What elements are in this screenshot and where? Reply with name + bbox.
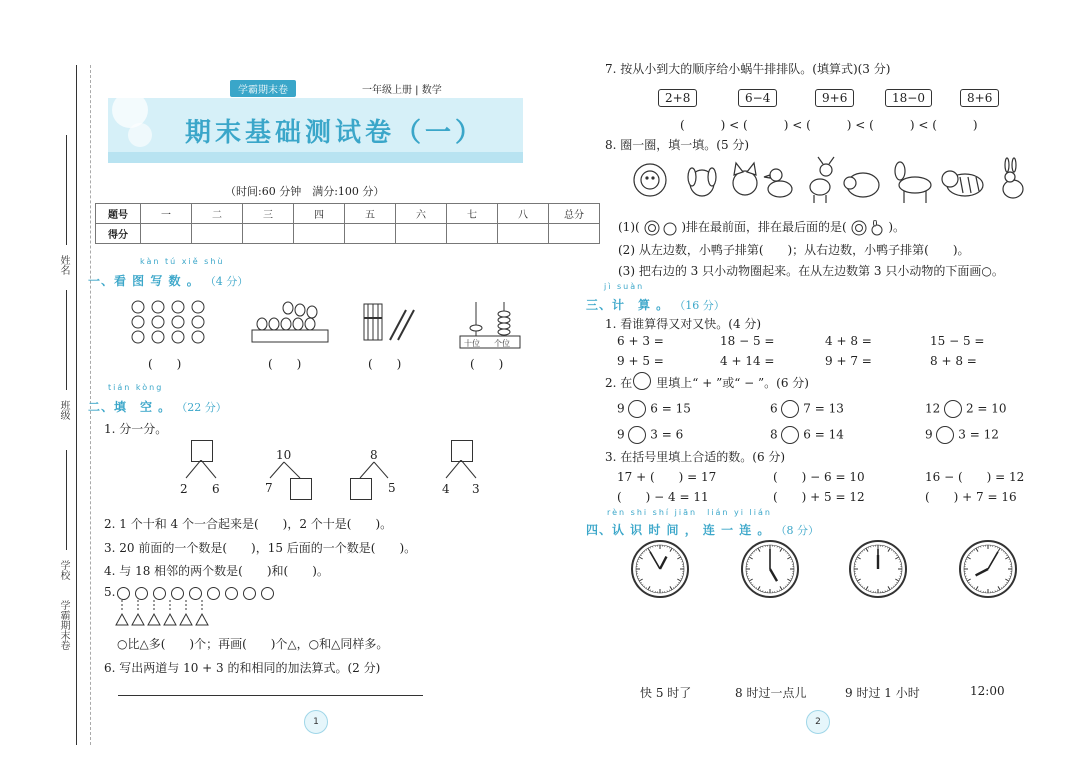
circle-eq-6 [925,426,999,444]
clock-icon[interactable] [742,541,798,597]
score-cell: 六 [396,204,447,224]
snail-2 [738,87,777,106]
time-label[interactable]: 快 5 时了 [640,686,692,700]
answer-circle[interactable] [628,426,646,444]
page-number-right: 2 [806,710,830,734]
fill-item[interactable]: 16 − ( ) = 12 [925,470,1025,484]
score-input-cell[interactable] [243,224,294,244]
bond-branches [178,460,228,480]
rabbit-icon [851,220,885,236]
bond-right-box[interactable] [290,478,312,500]
number-bond-3 [348,448,403,508]
score-input-cell[interactable] [345,224,396,244]
eq-left: 9 [617,427,625,442]
bond-left-number: 2 [180,482,188,496]
brand-tag: 学霸期末卷 [230,80,296,97]
section1-pinyin: kàn tú xiě shù [140,257,225,266]
eq-left: 8 [770,427,778,442]
animals-row [630,155,1030,205]
q2-6-text: 6. 写出两道与 10 + 3 的和相同的加法算式。(2 分) [104,661,381,675]
time-label[interactable]: 8 时过一点儿 [735,686,807,700]
answer-circle[interactable] [633,372,651,390]
q2-5-label: 5. [104,585,116,599]
sticks-bundle-picture [360,300,420,345]
answer-circle[interactable] [628,400,646,418]
score-cell: 二 [192,204,243,224]
circle-eq-5 [770,426,844,444]
section3-pinyin: jì suàn [604,282,645,291]
lion-icon [634,164,666,196]
snail-expression: 8+6 [960,89,999,107]
eq-left: 6 [770,401,778,416]
lion-icon [644,220,678,236]
answer-circle[interactable] [936,426,954,444]
calc-item[interactable]: 4 + 8 = [825,334,872,348]
score-input-cell[interactable] [141,224,192,244]
bond-top-box[interactable] [451,440,473,462]
section1-title: 一、看 图 写 数 。 [88,274,200,288]
bond-right-number: 3 [472,482,480,496]
section3-heading [586,294,725,313]
time-label[interactable]: 9 时过 1 小时 [845,686,920,700]
score-input-cell[interactable] [396,224,447,244]
q8-text: 8. 圈一圈，填一填。(5 分) [605,138,750,152]
series-label: 学霸期末卷 [58,600,69,650]
fill-item[interactable]: ( ) − 6 = 10 [773,470,865,484]
q8-line1-start: (1)( [618,220,640,234]
q7-text: 7. 按从小到大的顺序给小蜗牛排排队。(填算式)(3 分) [605,62,891,76]
score-cell: 七 [447,204,498,224]
q3-3-text: 3. 在括号里填上合适的数。(6 分) [605,450,786,464]
name-underline [66,135,67,245]
q8-line2: (2) 从左边数，小鸭子排第( )；从右边数，小鸭子排第( )。 [618,243,970,257]
egg-tray-picture [248,300,333,345]
q8-line1 [618,218,905,236]
score-input-cell[interactable] [192,224,243,244]
school-underline [66,450,67,550]
class-label: 班级 [58,400,69,420]
snail-expression: 9+6 [815,89,854,107]
score-input-cell[interactable] [549,224,600,244]
score-table-score-row [96,224,600,244]
q7-order-line[interactable]: ( ) < ( ) < ( ) < ( ) < ( ) [680,118,978,132]
clock-icon[interactable] [850,541,906,597]
grade-subject: 一年级上册 | 数学 [362,85,442,96]
calc-item[interactable]: 4 + 14 = [720,354,775,368]
score-table [95,203,600,244]
calc-item[interactable]: 6 + 3 = [617,334,664,348]
page-title: 期末基础测试卷（一） [185,118,486,148]
tiger-icon [942,171,983,196]
snail-5 [960,87,999,106]
bond-left-box[interactable] [350,478,372,500]
q8-line1-end: )。 [888,220,906,234]
answer-circle[interactable] [781,400,799,418]
score-cell: 五 [345,204,396,224]
svg-text:十位: 十位 [464,339,480,348]
q8-line1-middle: )排在最前面，排在最后面的是( [681,220,847,234]
fill-item[interactable]: ( ) − 4 = 11 [617,490,709,504]
section2-title: 二、填 空 。 [88,400,172,414]
score-table-header-row [96,204,600,224]
answer-blank-4[interactable]: ( ) [470,357,504,371]
snail-expression: 18−0 [885,89,932,107]
circle-eq-2 [770,400,844,418]
calc-item[interactable]: 9 + 7 = [825,354,872,368]
time-info: （时间:60 分钟 满分:100 分） [225,185,385,198]
snail-4 [885,87,932,106]
answer-blank-3[interactable]: ( ) [368,357,402,371]
svg-text:个位: 个位 [494,339,510,348]
score-input-cell[interactable] [498,224,549,244]
eq-left: 9 [925,427,933,442]
section3-title: 三、计 算 。 [586,298,670,312]
eq-right: 6 = 14 [803,427,844,442]
section4-score: （8 分） [775,524,820,537]
number-bond-1 [178,440,228,500]
score-input-cell[interactable] [294,224,345,244]
eq-right: 3 = 12 [958,427,999,442]
bond-left-number: 4 [442,482,450,496]
fill-item[interactable]: 17 + ( ) = 17 [617,470,717,484]
bond-branches [348,460,403,480]
eq-left: 12 [925,401,941,416]
q2-2-text: 2. 1 个十和 4 个一合起来是( )，2 个十是( )。 [104,517,393,531]
binding-line [76,65,77,745]
circle-eq-1 [617,400,691,418]
snail-expression: 2+8 [658,89,697,107]
circle-eq-4 [617,426,683,444]
bond-top-number: 8 [370,448,378,462]
section4-title: 四、认 识 时 间 ， 连 一 连 。 [586,523,771,537]
bond-top-box[interactable] [191,440,213,462]
section1-heading [88,270,248,289]
section2-pinyin: tián kòng [108,383,164,392]
score-cell-label: 得分 [96,224,141,244]
q8-line3: (3) 把右边的 3 只小动物圈起来。在从左边数第 3 只小动物的下面画○。 [618,264,1004,278]
calc-item[interactable]: 18 − 5 = [720,334,775,348]
section3-score: （16 分） [674,299,725,312]
score-cell: 八 [498,204,549,224]
circle-shape [225,587,238,600]
q3-2-text: 2. 在 里填上“ + ”或“ − ”。(6 分) [605,376,809,390]
q2-3-text: 3. 20 前面的一个数是( )，15 后面的一个数是( )。 [104,541,417,555]
triangles-row [115,598,225,628]
bond-top-number: 10 [276,448,292,462]
snail-1 [658,87,697,106]
school-label: 学校 [58,560,69,580]
answer-blank-2[interactable]: ( ) [268,357,302,371]
apples-picture [128,297,218,347]
rabbit-icon [1003,158,1023,198]
number-bond-4 [438,440,488,500]
snail-3 [815,87,854,106]
section4-pinyin: rèn shi shí jiān lián yi lián [607,508,772,517]
circle-eq-3 [925,400,1007,418]
bond-branches [262,460,317,480]
answer-circle[interactable] [781,426,799,444]
clocks-row [620,535,1040,605]
time-label[interactable]: 12:00 [970,684,1005,698]
calc-item[interactable]: 8 + 8 = [930,354,977,368]
q2-1-text: 1. 分一分。 [104,422,168,436]
answer-blank-1[interactable]: ( ) [148,357,182,371]
calc-item[interactable]: 15 − 5 = [930,334,985,348]
dog-icon [688,168,716,196]
calc-item[interactable]: 9 + 5 = [617,354,664,368]
bond-branches [438,460,488,480]
name-label: 姓名 [58,255,69,275]
answer-line[interactable] [118,695,423,696]
score-cell: 总分 [549,204,600,224]
bond-right-number: 5 [388,481,396,495]
answer-circle[interactable] [944,400,962,418]
cat-icon [733,163,757,195]
number-bond-2 [262,448,317,508]
fill-item[interactable]: ( ) + 7 = 16 [925,490,1017,504]
section2-heading [88,396,227,415]
page-number-left: 1 [304,710,328,734]
section2-score: （22 分） [176,401,227,414]
score-cell: 三 [243,204,294,224]
eq-right: 6 = 15 [650,401,691,416]
section1-score: （4 分） [204,275,249,288]
eq-right: 3 = 6 [650,427,684,442]
sheep-icon [844,173,879,197]
horse-icon [895,162,931,203]
score-cell-label: 题号 [96,204,141,224]
q2-4-text: 4. 与 18 相邻的两个数是( )和( )。 [104,564,329,578]
score-cell: 一 [141,204,192,224]
score-input-cell[interactable] [447,224,498,244]
eq-right: 7 = 13 [803,401,844,416]
bond-right-number: 6 [212,482,220,496]
clock-icon[interactable] [632,541,688,597]
class-underline [66,290,67,390]
q3-1-text: 1. 看谁算得又对又快。(4 分) [605,317,762,331]
q2-5-text: ○比△多( )个；再画( )个△，○和△同样多。 [117,637,389,651]
eq-right: 2 = 10 [965,401,1007,416]
circle-shape [243,587,256,600]
eq-left: 9 [617,401,625,416]
abacus-picture [458,300,523,350]
circle-shape [261,587,274,600]
score-cell: 四 [294,204,345,224]
fill-item[interactable]: ( ) + 5 = 12 [773,490,865,504]
bond-left-number: 7 [265,481,273,495]
snail-expression: 6−4 [738,89,777,107]
deer-icon [810,157,834,203]
clock-icon[interactable] [960,541,1016,597]
duck-icon [764,169,792,197]
